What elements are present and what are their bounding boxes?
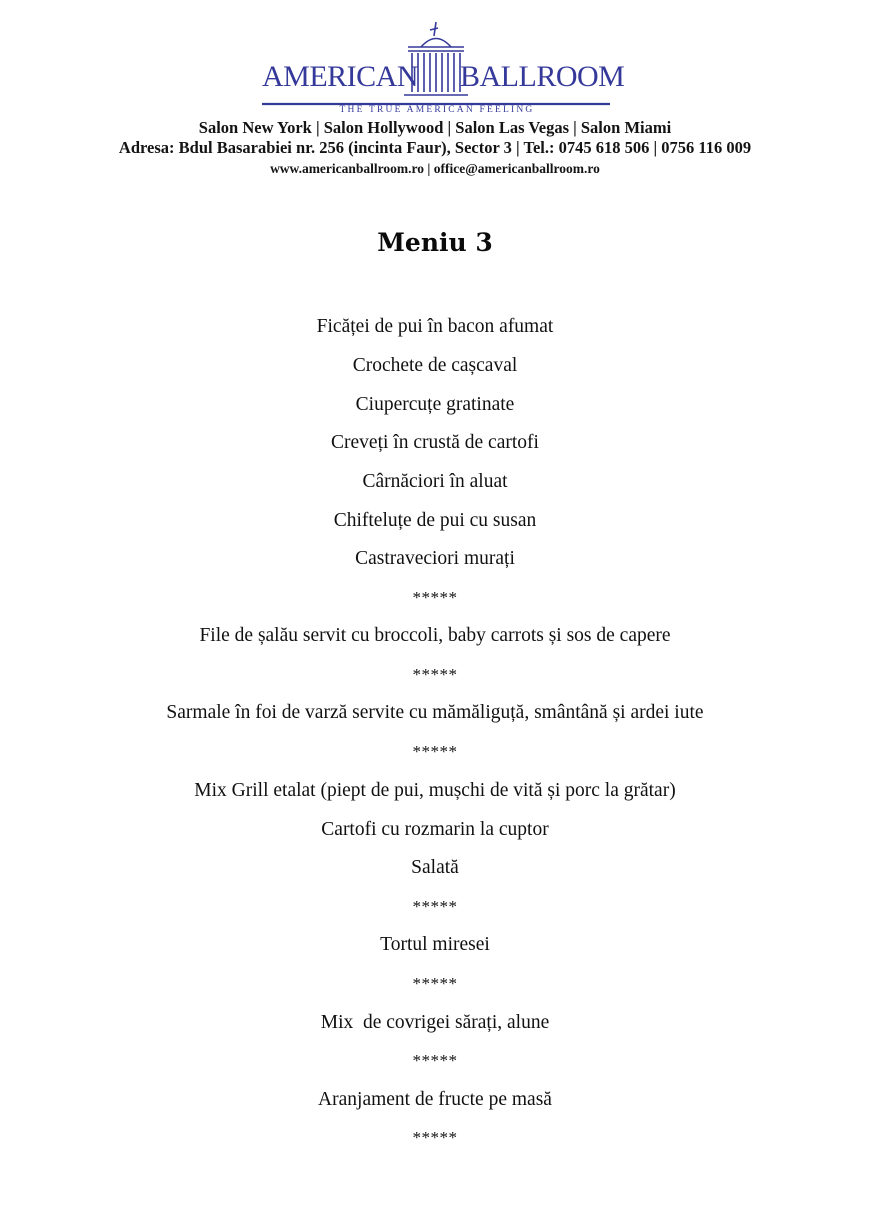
menu-item: Chifteluțe de pui cu susan [333,510,537,531]
course-separator: ***** [412,588,458,607]
menu-item: Mix de covrigei sărați, alune [320,1012,550,1033]
brand-name-left: AMERICAN [262,60,419,93]
menu-item: Cârnăciori în aluat [362,471,508,492]
course-separator: ***** [412,742,458,761]
menu-item: Mix Grill etalat (piept de pui, mușchi de vită și porc la grătar) [194,780,676,801]
brand-name-right: BALLROOM [460,60,625,93]
address-line: Adresa: Bdul Basarabiei nr. 256 (incinta Faur), Sector 3 | Tel.: 0745 618 506 | 0756 116 009 [118,138,752,157]
menu-item: File de șalău servit cu broccoli, baby carrots și sos de capere [199,625,671,646]
course-separator: ***** [412,1051,458,1070]
brand-tagline: THE TRUE AMERICAN FEELING [339,105,535,115]
menu-item: Ficăței de pui în bacon afumat [316,316,554,337]
menu-item: Crochete de cașcaval [352,355,518,376]
course-separator: ***** [412,897,458,916]
menu-item: Aranjament de fructe pe masă [318,1089,552,1110]
menu-item: Castraveciori murați [355,548,515,569]
menu-item: Sarmale în foi de varză servite cu mămăliguță, smântână și ardei iute [166,702,704,723]
course-separator: ***** [412,974,458,993]
menu-item: Creveți în crustă de cartofi [331,432,539,453]
menu-title: Meniu 3 [377,228,493,257]
menu-item: Salată [411,857,459,878]
course-separator: ***** [412,665,458,684]
course-separator: ***** [412,1128,458,1147]
menu-item: Tortul miresei [380,934,490,955]
menu-item: Ciupercuțe gratinate [355,394,515,415]
salon-list: Salon New York | Salon Hollywood | Salon Las Vegas | Salon Miami [198,118,672,137]
menu-item: Cartofi cu rozmarin la cuptor [321,819,549,840]
website-email-line: www.americanballroom.ro | office@americanballroom.ro [270,161,600,176]
